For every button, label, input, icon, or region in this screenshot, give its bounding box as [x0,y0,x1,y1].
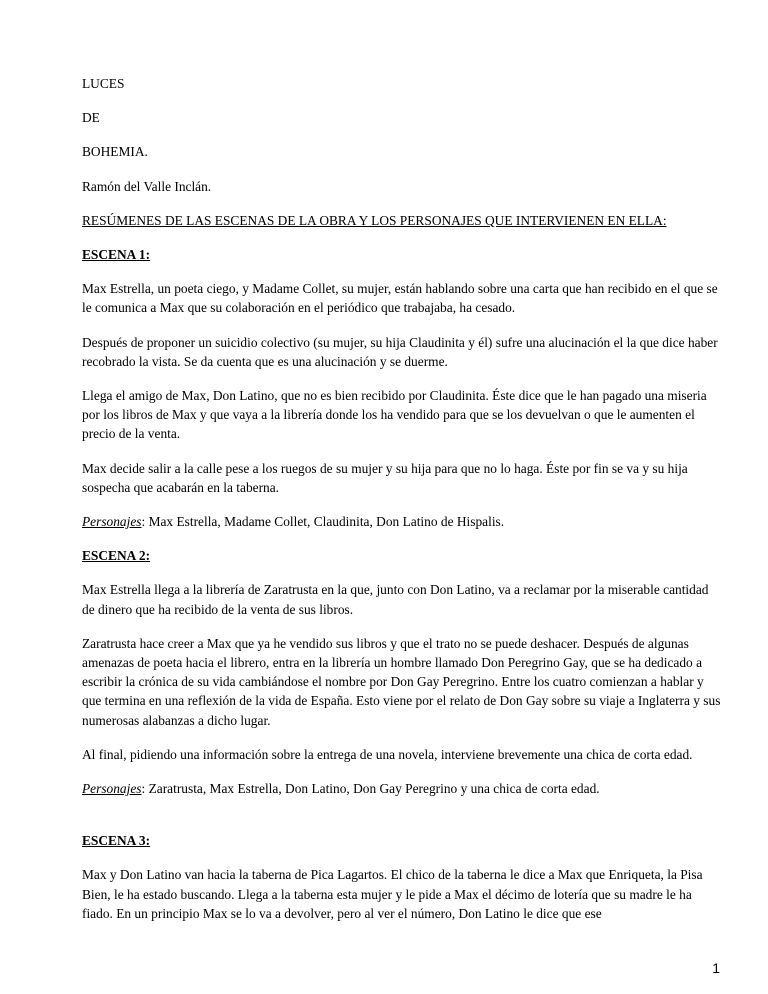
subtitle-part-2: QUE INTERVIENEN EN ELLA: [485,212,667,228]
scene-1-paragraph-2: Después de proponer un suicidio colectivo (su mujer, su hija Claudinita y él) sufre una alucinación el la que dice haber recobrado la vista. Se da cuenta que es una alucinación y se duerme. [82,334,718,369]
scene-2-paragraph-1: Max Estrella llega a la librería de Zaratrusta en la que, junto con Don Latino, va a reclamar por la miserable cantidad de dinero que ha recibido de la venta de sus libros. [82,582,709,617]
title-line-3: BOHEMIA. [82,144,148,160]
subtitle-part-1: RESÚMENES DE LAS ESCENAS DE LA OBRA Y LOS PERSONAJES [82,212,486,228]
author-line: Ramón del Valle Inclán. [82,178,212,194]
title-line-2: DE [82,110,100,126]
scene-3-paragraph-1: Max y Don Latino van hacia la taberna de Pica Lagartos. El chico de la taberna le dice a Max que Enriqueta, la Pisa Bien, le ha estado buscando. Llega a la taberna esta mujer y le pide a Max el décimo de lotería que su madre le ha fiado. En un principio Max se lo va a devolver, pero al ver el número, Don Latino le dice que ese [82,867,703,921]
scene-2-paragraph-3: Al final, pidiendo una información sobre la entrega de una novela, interviene brevemente una chica de corta edad. [82,746,693,762]
scene-2-heading: ESCENA 2: [82,548,151,564]
personajes-label: Personajes [82,781,142,797]
scene-1-personajes [82,512,722,531]
scene-2-paragraph-2: Zaratrusta hace creer a Max que ya he vendido sus libros y que el trato no se puede deshacer. Después de algunas amenazas de poeta hacia el librero, entra en la librería un hombre llamado Don Peregrino Gay, que se ha dedicado a escribir la crónica de su vida cambiándose el nombre por Don Gay Peregrino. Entre los cuatro comienzan a hablar y que termina en una reflexión de la vida de España. Esto viene por el relato de Don Gay sobre su viaje a Inglaterra y sus numerosas alabanzas a dicho lugar. [82,635,721,728]
page-number: 1 [712,960,720,976]
scene-3-heading: ESCENA 3: [82,833,151,849]
scene-1-heading: ESCENA 1: [82,247,151,263]
document-subtitle [82,211,722,230]
document-body [82,74,722,938]
scene-2-personajes-list: : Zaratrusta, Max Estrella, Don Latino, Don Gay Peregrino y una chica de corta edad. [141,781,600,797]
scene-1-paragraph-1: Max Estrella, un poeta ciego, y Madame Collet, su mujer, están hablando sobre una carta que han recibido en el que se le comunica a Max que su colaboración en el periódico que trabajaba, ha cesado. [82,281,718,316]
scene-1-personajes-list: : Max Estrella, Madame Collet, Claudinita, Don Latino de Hispalis. [141,514,505,530]
scene-1-paragraph-4: Max decide salir a la calle pese a los ruegos de su mujer y su hija para que no lo haga. Éste por fin se va y su hija sospecha que acabarán en la taberna. [82,460,688,495]
scene-1-paragraph-3: Llega el amigo de Max, Don Latino, que no es bien recibido por Claudinita. Éste dice que le han pagado una miseria por los libros de Max y que vaya a la librería donde los ha vendido para que se los devuelvan o que le aumenten el precio de la venta. [82,388,707,442]
title-line-1: LUCES [82,76,125,91]
scene-2-personajes [82,779,722,798]
personajes-label: Personajes [82,514,142,530]
